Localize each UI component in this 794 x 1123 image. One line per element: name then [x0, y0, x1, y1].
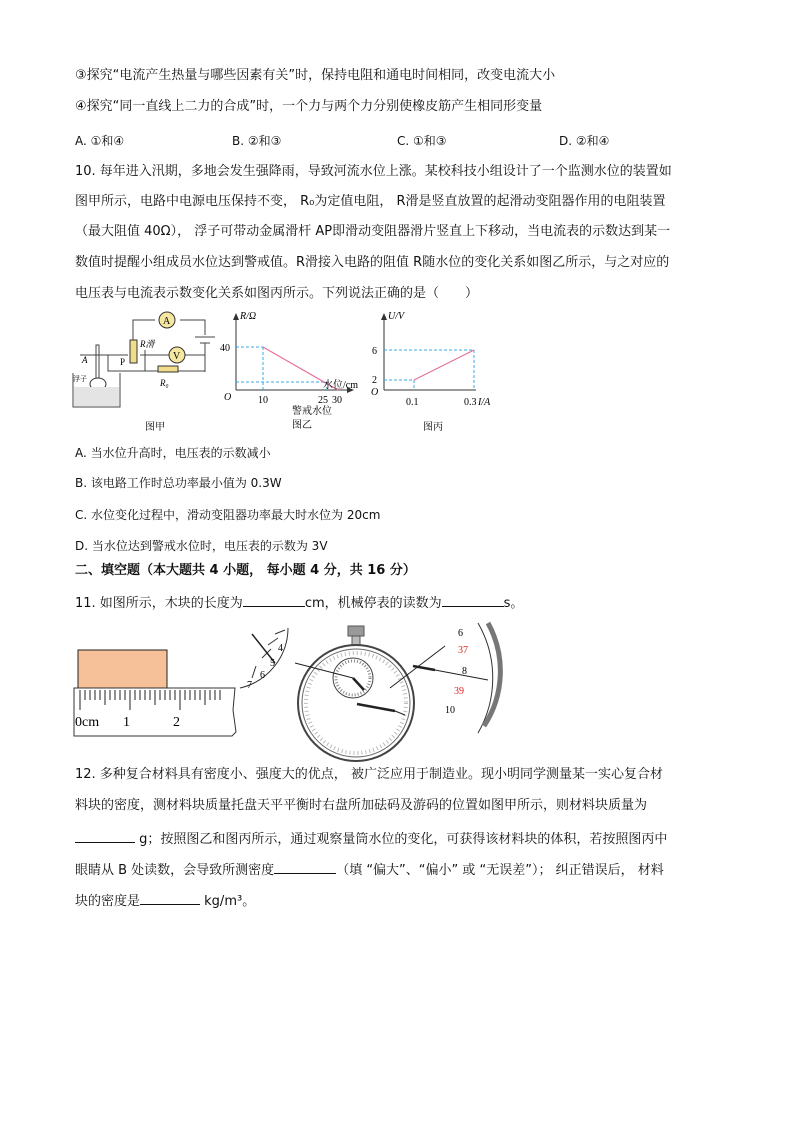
ammeter-label: A [163, 316, 171, 327]
yi-xtick-30: 30 [332, 395, 342, 406]
yi-ytick-40: 40 [220, 343, 230, 354]
yi-origin: O [224, 392, 232, 403]
stopwatch [240, 618, 510, 763]
graph-bing [368, 305, 491, 440]
r-slide-label: R滑 [140, 339, 155, 349]
section-heading: 二、填空题（本大题共 4 小题， 每小题 4 分，共 16 分） [75, 563, 416, 578]
q9-item-3: ③探究“电流产生热量与哪些因素有关”时，保持电阻和通电时间相同，改变电流大小 [75, 68, 556, 83]
graph-yi [220, 305, 360, 440]
q11-blank-time [442, 594, 504, 607]
q12-line-4 [75, 861, 664, 879]
bing-ytick-2: 2 [372, 375, 377, 386]
r0-label: R₀ [160, 378, 169, 388]
circuit-diagram-jia [60, 305, 220, 440]
q12-blank-density [140, 892, 200, 905]
u-vs-i-line [414, 350, 474, 380]
q11-text [75, 594, 523, 612]
q12-blank-error [274, 861, 336, 874]
q9-option-c: C. ①和③ [397, 134, 447, 148]
q11-pre: 11. 如图所示，木块的长度为 [75, 596, 243, 611]
bing-xtick-0.1: 0.1 [406, 397, 419, 408]
q10-option-a: A. 当水位升高时，电压表的示数减小 [75, 446, 271, 460]
q12-line-2: 料块的密度，测材料块质量托盘天平平衡时右盘所加砝码及游码的位置如图甲所示，则材料块质量为 [75, 798, 648, 813]
a-label: A [82, 355, 88, 365]
q9-option-a: A. ①和④ [75, 134, 125, 148]
min-scale-5: 5 [270, 658, 275, 669]
bing-ylabel: U/V [388, 311, 405, 322]
float-label: 浮子 [73, 375, 87, 383]
q10-line-4: 数值时提醒小组成员水位达到警戒值。R滑接入电路的阻值 R随水位的变化关系如图乙所示，与之对应的 [75, 255, 670, 270]
q12-line-5 [75, 892, 255, 910]
q9-option-b: B. ②和③ [232, 134, 282, 148]
q12-l4b: （填 “偏大”、“偏小” 或 “无误差”）； 纠正错误后， 材料 [336, 863, 664, 878]
ruler-label-0: 0cm [75, 715, 100, 730]
q9-option-d: D. ②和④ [559, 134, 610, 148]
ruler-label-1: 1 [123, 715, 130, 730]
q10-option-d: D. 当水位达到警戒水位时，电压表的示数为 3V [75, 539, 328, 553]
bing-origin: O [371, 387, 379, 398]
q12-l4a: 眼睛从 B 处读数，会导致所测密度 [75, 863, 275, 878]
min-scale-4: 4 [278, 643, 283, 654]
voltmeter-label: V [173, 351, 181, 362]
q11-mid: cm，机械停表的读数为 [304, 596, 442, 611]
p-label: P [120, 357, 126, 367]
sec-scale-37: 37 [458, 645, 468, 656]
q12-blank-mass [75, 830, 135, 843]
yi-xlabel: 水位/cm [323, 380, 358, 391]
q10-line-2: 图甲所示，电路中电源电压保持不变， R₀为定值电阻， R滑是竖直放置的起滑动变阻器作用的电阻装置 [75, 194, 666, 209]
yi-ylabel: R/Ω [240, 311, 257, 322]
q11-blank-length [243, 594, 305, 607]
yi-xtick-25: 25 [318, 395, 328, 406]
sec-scale-39: 39 [454, 686, 464, 697]
min-scale-7: 7 [247, 680, 252, 691]
q10-line-5: 电压表与电流表示数变化关系如图丙所示。下列说法正确的是（ ） [75, 286, 479, 301]
caption-bing: 图丙 [423, 422, 443, 433]
bing-xtick-0.3: 0.3 [464, 397, 477, 408]
min-scale-6: 6 [260, 670, 265, 681]
q10-option-c: C. 水位变化过程中，滑动变阻器功率最大时水位为 20cm [75, 508, 381, 522]
sec-scale-10: 10 [445, 705, 455, 716]
q11-post: s。 [503, 596, 524, 611]
caption-jia: 图甲 [145, 422, 165, 433]
sec-scale-8: 8 [462, 666, 467, 677]
q10-option-b: B. 该电路工作时总功率最小值为 0.3W [75, 476, 282, 490]
bing-xlabel: I/A [478, 397, 491, 408]
sec-scale-6: 6 [458, 628, 463, 639]
q12-l5a: 块的密度是 [75, 894, 141, 909]
q9-item-4: ④探究“同一直线上二力的合成”时，一个力与两个力分别使橡皮筋产生相同形变量 [75, 99, 543, 114]
yi-xtick-10: 10 [258, 395, 268, 406]
q12-line-1: 12. 多种复合材料具有密度小、强度大的优点， 被广泛应用于制造业。现小明同学测量某一实心复合材 [75, 767, 663, 782]
caption-yi: 图乙 [292, 420, 312, 431]
yi-warning-label: 警戒水位 [292, 406, 332, 417]
ruler-label-2: 2 [173, 715, 180, 730]
wooden-block [78, 650, 167, 688]
q12-line-3 [75, 830, 667, 848]
q10-line-1: 10. 每年进入汛期，多地会发生强降雨，导致河流水位上涨。某校科技小组设计了一个监测水位的装置如 [75, 164, 672, 179]
q12-l5b: kg/m³。 [204, 894, 256, 909]
ruler-with-block [70, 640, 240, 740]
q12-l3: g；按照图乙和图丙所示，通过观察量筒水位的变化，可获得该材料块的体积，若按照图丙中 [139, 832, 668, 847]
q10-line-3: （最大阻值 40Ω）， 浮子可带动金属滑杆 AP即滑动变阻器滑片竖直上下移动，当电流表的示数达到某一 [75, 224, 671, 239]
bing-ytick-6: 6 [372, 346, 377, 357]
